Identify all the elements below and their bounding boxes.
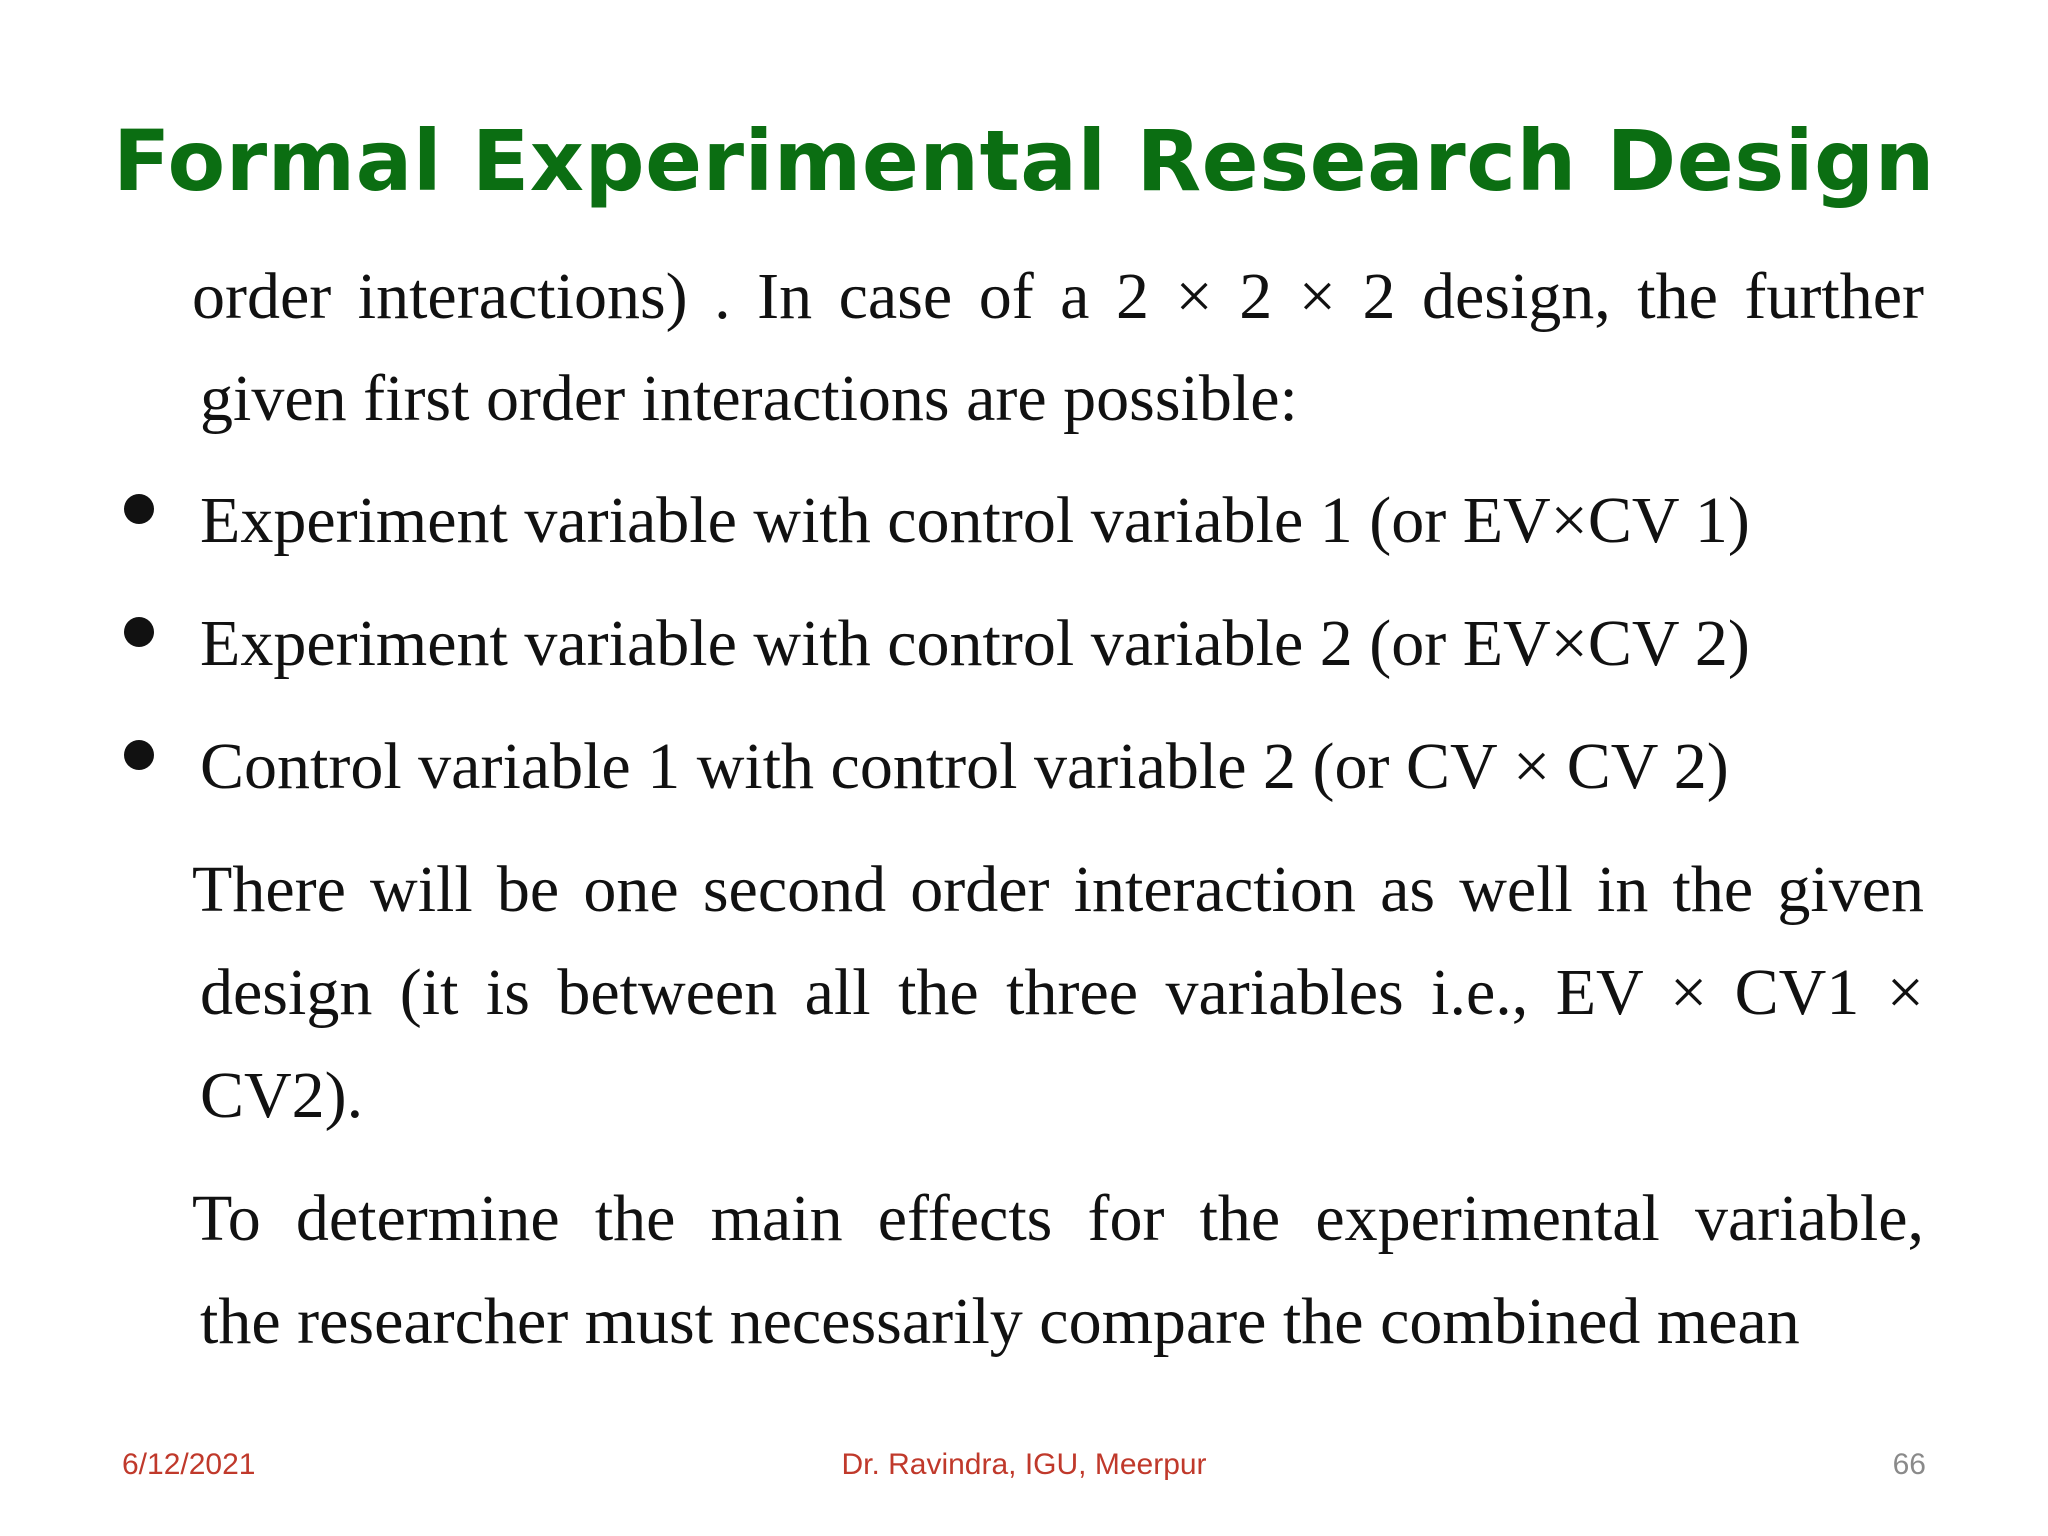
bullet-item-1: Experiment variable with control variable 1 (or EV×CV 1) xyxy=(200,484,1750,557)
para1-line1: order interactions) . In case of a 2 × 2 × 2 design, the further xyxy=(192,260,1924,333)
footer-date: 6/12/2021 xyxy=(122,1448,256,1481)
bullet-item-2: Experiment variable with control variable 2 (or EV×CV 2) xyxy=(200,607,1750,680)
bullet-dot-3 xyxy=(124,740,154,770)
para3-line2: the researcher must necessarily compare the combined mean xyxy=(200,1285,1800,1358)
para2-line3: CV2). xyxy=(200,1059,364,1132)
para2-line1: There will be one second order interaction as well in the given xyxy=(192,853,1924,926)
bullet-item-3: Control variable 1 with control variable 2 (or CV × CV 2) xyxy=(200,730,1729,803)
para2-line2: design (it is between all the three variables i.e., EV × CV1 × xyxy=(200,956,1924,1029)
bullet-dot-2 xyxy=(124,617,154,647)
bullet-dot-1 xyxy=(124,494,154,524)
footer-author: Dr. Ravindra, IGU, Meerpur xyxy=(841,1448,1207,1481)
para3-line1: To determine the main effects for the experimental variable, xyxy=(192,1182,1924,1255)
slide-title: Formal Experimental Research Design xyxy=(113,112,1935,210)
para1-line2: given first order interactions are possible: xyxy=(200,362,1298,435)
page-number: 66 xyxy=(1892,1448,1926,1481)
